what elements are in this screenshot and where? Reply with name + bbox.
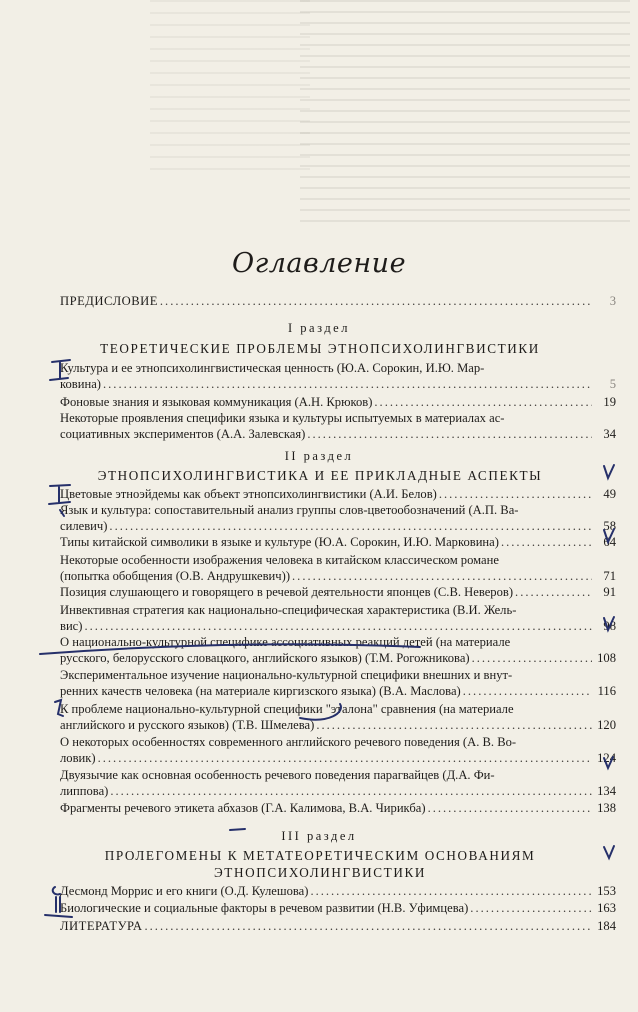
check-mark [604,757,613,768]
section-3-title-line2: ЭТНОПСИХОЛИНГВИСТИКИ [213,865,426,880]
page-number: 134 [597,784,616,798]
entry-text-cont: ковина) [60,377,101,391]
entry-text: Некоторые проявления специфики языка и культуры испытуемых в материалах ас- [60,411,505,425]
entry-text-cont: силевич) [60,519,108,533]
check-mark [604,617,614,630]
section-3-title-line1: ПРОЛЕГОМЕНЫ К МЕТАТЕОРЕТИЧЕСКИМ ОСНОВАНИЯМ [104,848,536,863]
entry-text-cont: английского и русского языков) (Т.В. Шмелева) [60,718,315,732]
page-number: 153 [597,884,616,898]
page-number: 34 [603,427,616,441]
section-1-label: I раздел [288,321,350,335]
bracket-mark [53,887,60,894]
entry-text: Позиция слушающего и говорящего в речевой деятельности японцев (С.В. Неверов) [60,585,514,599]
entry-text: О некоторых особенностях современного английского речевого поведения (А. В. Во- [60,735,517,749]
entry-text-cont: ловик) [60,751,96,765]
section-2-label: II раздел [284,449,354,463]
circle-mark [300,704,341,720]
page-number: 184 [597,919,616,933]
entry-text: Культура и ее этнопсихолингвистическая ценность (Ю.А. Сорокин, И.Ю. Мар- [60,361,485,375]
page-number: 71 [603,569,616,583]
entry-text-cont: ренних качеств человека (на материале киргизского языка) (В.А. Маслова) [60,684,461,698]
entry-text: Инвективная стратегия как национально-специфическая характеристика (В.И. Жель- [60,603,517,617]
page-number: 98 [603,619,616,633]
page-number: 108 [597,651,616,665]
page-number: 58 [603,519,616,533]
tick-mark [60,510,64,516]
entry-text: Биологические и социальные факторы в речевом развитии (Н.В. Уфимцева) [60,901,469,915]
section-3-label: III раздел [281,829,357,843]
entry-text: Фрагменты речевого этикета абхазов (Г.А. Калимова, В.А. Чирикба) [60,801,426,815]
page-number: 138 [597,801,616,815]
entry-text: Цветовые этноэйдемы как объект этнопсихолингвистики (А.И. Белов) [60,487,437,501]
page-number: 3 [609,294,616,308]
check-mark [604,846,614,858]
entry-text: Типы китайской символики в языке и культуре (Ю.А. Сорокин, И.Ю. Марковина) [60,535,499,549]
page-number: 163 [597,901,616,915]
entry-text: Фоновые знания и языковая коммуникация (А.Н. Крюков) [60,395,373,409]
section-2-title: ЭТНОПСИХОЛИНГВИСТИКА И ЕЕ ПРИКЛАДНЫЕ АСПЕКТЫ [97,468,543,483]
roman-one-mark [49,485,70,504]
dash-mark [45,915,72,917]
entry-text-cont: (попытка обобщения (О.В. Андрушкевич)) [60,569,291,583]
entry-text: Некоторые особенности изображения человека в китайском классическом романе [60,553,499,567]
entry-text-cont: социативных экспериментов (А.А. Залевская) [60,427,306,441]
check-mark [604,529,614,542]
entry-text: К проблеме национально-культурной специфики "эталона" сравнения (на материале [60,702,514,716]
entry-text: О национально-культурной специфике ассоциативных реакций детей (на материале [60,635,511,649]
page-number: 64 [603,535,616,549]
page-number: 120 [597,718,616,732]
entry-text-cont: русского, белорусского словацкого, английского языков) (Т.М. Рогожникова) [60,651,470,665]
entry-text: Десмонд Моррис и его книги (О.Д. Кулешова) [60,884,309,898]
page-number: 19 [603,395,616,409]
entry-text: Язык и культура: сопоставительный анализ группы слов-цветообозначений (А.П. Ва- [60,503,519,517]
page-number: 49 [603,487,616,501]
page-number: 5 [609,377,616,391]
entry-text: ПРЕДИСЛОВИЕ [60,294,158,308]
page-number: 116 [597,684,616,698]
dash-mark [230,829,245,830]
entry-text-cont: липпова) [60,784,109,798]
entry-text: ЛИТЕРАТУРА [60,919,143,933]
page-number: 91 [603,585,616,599]
entry-text: Двуязычие как основная особенность речевого поведения парагвайцев (Д.А. Фи- [60,768,495,782]
entry-text: Экспериментальное изучение национально-культурной специфики внешних и внут- [60,668,513,682]
underline-mark [40,644,420,654]
entry-text-cont: вис) [60,619,83,633]
check-mark [604,465,614,478]
page-number: 124 [597,751,616,765]
roman-two-mark [56,897,60,912]
bracket-mark [50,360,70,380]
bracket-mark [55,700,63,716]
page-title: Оглавление [231,248,407,279]
section-1-title: ТЕОРЕТИЧЕСКИЕ ПРОБЛЕМЫ ЭТНОПСИХОЛИНГВИСТИКИ [100,341,540,356]
